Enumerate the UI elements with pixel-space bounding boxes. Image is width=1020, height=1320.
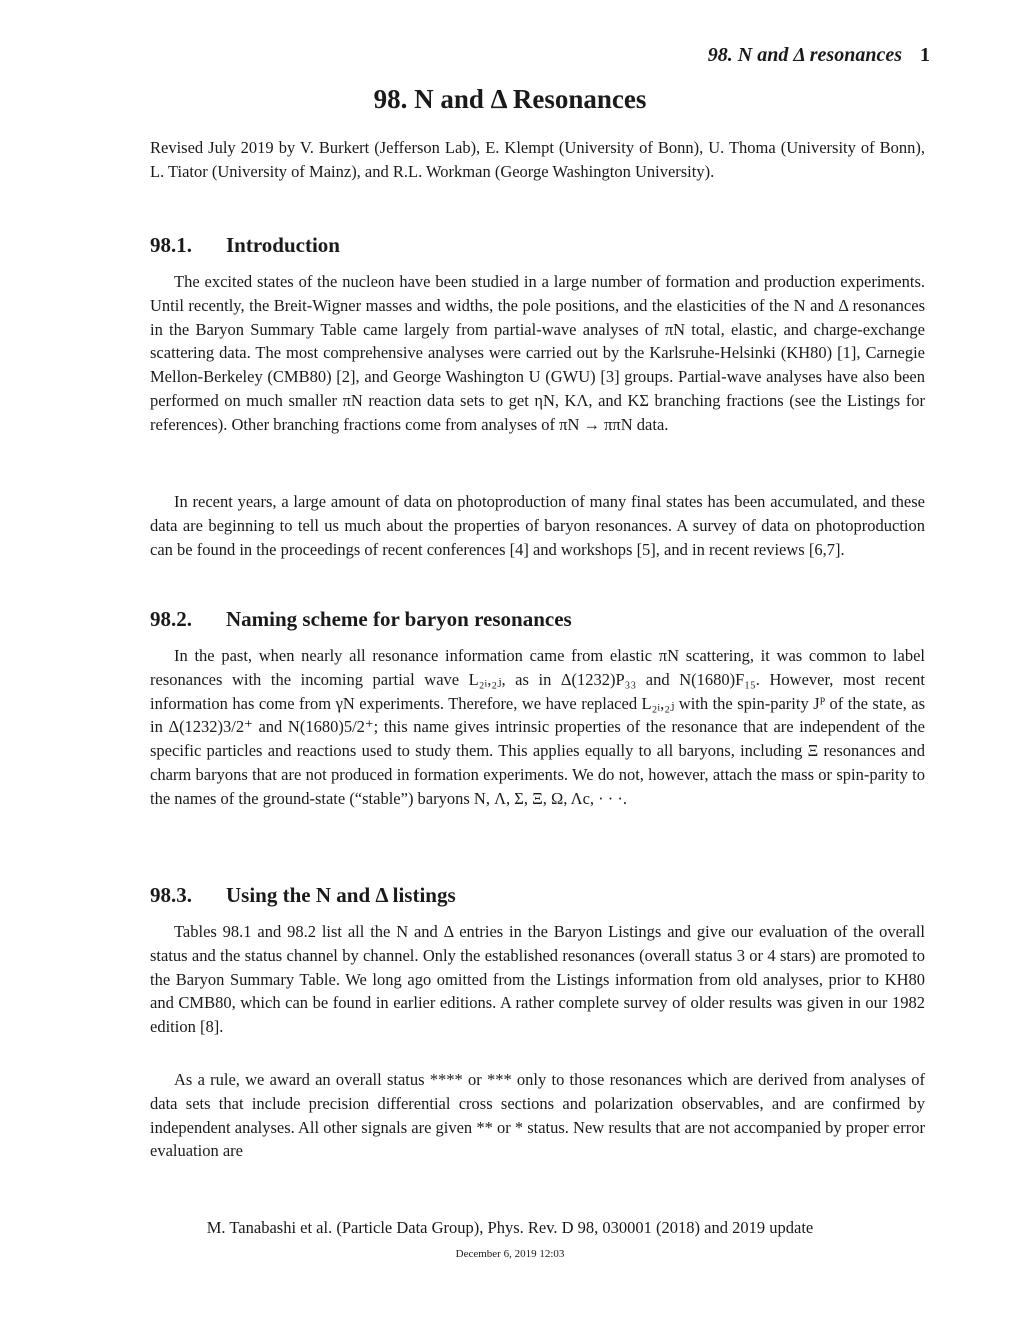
section-number: 98.1. xyxy=(150,233,192,257)
footer-date: December 6, 2019 12:03 xyxy=(455,1248,565,1260)
paragraph: In recent years, a large amount of data on photoproduction of many final states has been accumulated, and these data are beginning to tell us much about the properties of baryon resonances. A survey of data on photoproduction can be found in the proceedings of recent conferences [4] and workshops [5], and in recent reviews [6,7]. xyxy=(150,492,925,559)
page-number: 1 xyxy=(920,44,930,66)
section-number: 98.3. xyxy=(150,883,192,907)
footer-citation: M. Tanabashi et al. (Particle Data Group), Phys. Rev. D 98, 030001 (2018) and 2019 update xyxy=(206,1218,814,1237)
section-heading-introduction xyxy=(150,233,925,258)
paragraph: The excited states of the nucleon have been studied in a large number of formation and production experiments. Until recently, the Breit-Wigner masses and widths, the pole positions, and the elasticities of the N and Δ resonances in the Baryon Summary Table came largely from partial-wave analyses of πN total, elastic, and charge-exchange scattering data. The most comprehensive analyses were carried out by the Karlsruhe-Helsinki (KH80) [1], Carnegie Mellon-Berkeley (CMB80) [2], and George Washington U (GWU) [3] groups. Partial-wave analyses have also been performed on much smaller πN reaction data sets to get ηN, KΛ, and KΣ branching fractions (see the Listings for references). Other branching fractions come from analyses of πN → ππN data. xyxy=(150,272,925,434)
running-head xyxy=(708,44,930,67)
paragraph: Tables 98.1 and 98.2 list all the N and Δ entries in the Baryon Listings and give our evaluation of the overall status and the status channel by channel. Only the established resonances (overall status 3 or 4 stars) are promoted to the Baryon Summary Table. We long ago omitted from the Listings information from old analyses, prior to KH80 and CMB80, which can be found in earlier editions. A rather complete survey of older results was given in our 1982 edition [8]. xyxy=(150,922,925,1037)
paragraph: In the past, when nearly all resonance information came from elastic πN scattering, it was common to label resonances with the incoming partial wave L₂ᵢ,₂ⱼ, as in Δ(1232)P₃₃ and N(1680)F₁₅. However, most recent information has come from γN experiments. Therefore, we have replaced L₂ᵢ,₂ⱼ with the spin-parity Jᴾ of the state, as in Δ(1232)3/2⁺ and N(1680)5/2⁺; this name gives intrinsic properties of the resonance that are independent of the specific particles and reactions used to study them. This applies equally to all baryons, including Ξ resonances and charm baryons that are not produced in formation experiments. We do not, however, attach the mass or spin-parity to the names of the ground-state (“stable”) baryons N, Λ, Σ, Ξ, Ω, Λc, · · ·. xyxy=(150,646,925,808)
section-title: Introduction xyxy=(226,233,340,257)
section-title: Using the N and Δ listings xyxy=(226,883,456,907)
section-number: 98.2. xyxy=(150,607,192,631)
section-heading-listings xyxy=(150,883,925,908)
page-title: 98. N and Δ Resonances xyxy=(373,84,647,114)
section-title: Naming scheme for baryon resonances xyxy=(226,607,572,631)
paragraph: As a rule, we award an overall status **** or *** only to those resonances which are derived from analyses of data sets that include precision differential cross sections and polarization observables, and are confirmed by independent analyses. All other signals are given ** or * status. New results that are not accompanied by proper error evaluation are xyxy=(150,1070,925,1161)
byline: Revised July 2019 by V. Burkert (Jefferson Lab), E. Klempt (University of Bonn), U. Thoma (University of Bonn), L. Tiator (University of Mainz), and R.L. Workman (George Washington University). xyxy=(150,138,925,181)
running-head-text: 98. N and Δ resonances xyxy=(707,44,902,66)
section-heading-naming-scheme xyxy=(150,607,925,632)
